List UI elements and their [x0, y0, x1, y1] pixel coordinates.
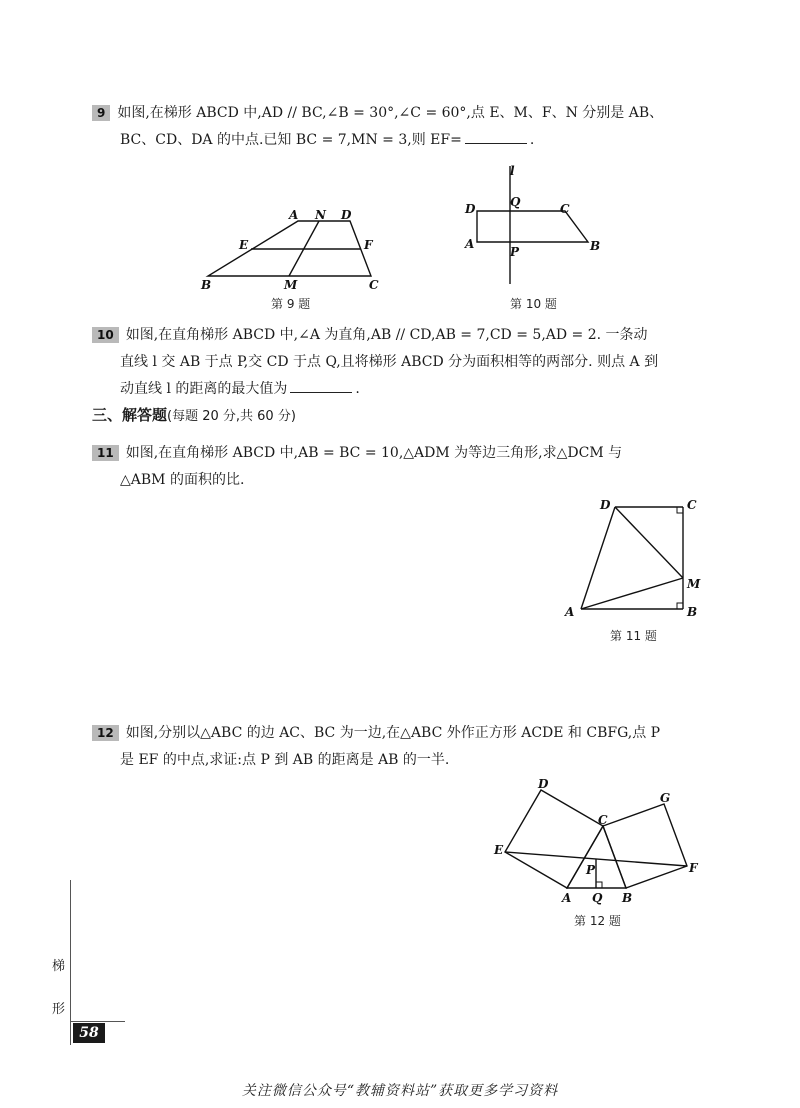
figure-11-diagram — [560, 495, 710, 625]
answer-blank[interactable] — [465, 129, 527, 144]
label-a: A — [562, 891, 572, 905]
figure-9-caption: 第 9 题 — [271, 297, 311, 311]
label-d: D — [538, 777, 549, 791]
question-11-line2 — [92, 467, 722, 494]
label-a: A — [565, 605, 575, 619]
question-11 — [92, 440, 722, 494]
question-text: 如图,在直角梯形 ABCD 中,AB = BC = 10,△ADM 为等边三角形,求△DCM 与 — [125, 445, 623, 461]
figure-12-diagram — [490, 777, 710, 910]
label-q: Q — [510, 195, 521, 209]
label-a: A — [289, 208, 299, 222]
label-d: D — [341, 208, 352, 222]
figure-10-caption: 第 10 题 — [510, 297, 557, 311]
label-m: M — [284, 278, 298, 292]
question-number-badge: 10 — [92, 327, 119, 343]
right-angle-mark-c — [677, 507, 683, 513]
page-number: 58 — [73, 1023, 105, 1043]
label-l: l — [510, 164, 515, 178]
label-b: B — [201, 278, 212, 292]
question-text: △ABM 的面积的比. — [120, 472, 245, 488]
section-heading — [92, 404, 296, 425]
label-b: B — [687, 605, 698, 619]
label-c: C — [598, 813, 608, 827]
label-c: C — [369, 278, 379, 292]
question-number-badge: 9 — [92, 105, 110, 121]
label-q: Q — [592, 891, 603, 905]
question-11-line1 — [92, 440, 722, 467]
label-p: P — [586, 863, 596, 877]
question-text: 直线 l 交 AB 于点 P,交 CD 于点 Q,且将梯形 ABCD 分为面积相等的两部分. 则点 A 到 — [120, 354, 659, 370]
question-text: 是 EF 的中点,求证:点 P 到 AB 的距离是 AB 的一半. — [120, 752, 450, 768]
question-text: . — [355, 381, 360, 397]
question-10-line1 — [92, 322, 722, 349]
label-m: M — [687, 577, 701, 591]
label-c: C — [560, 202, 570, 216]
question-text: BC、CD、DA 的中点.已知 BC = 7,MN = 3,则 EF= — [120, 132, 462, 148]
label-f: F — [689, 861, 698, 875]
question-text: 如图,分别以△ABC 的边 AC、BC 为一边,在△ABC 外作正方形 ACDE 和 CBFG,点 P — [125, 725, 661, 741]
segment-dm — [615, 507, 683, 578]
question-9-line2 — [92, 127, 722, 154]
square-cbfg — [603, 804, 687, 888]
question-9-line1 — [92, 100, 722, 127]
question-12 — [92, 720, 722, 774]
section-note: (每题 20 分,共 60 分) — [167, 409, 296, 424]
margin-line-horizontal — [70, 1021, 125, 1022]
right-angle-mark-b — [677, 603, 683, 609]
label-a: A — [465, 237, 475, 251]
label-d: D — [465, 202, 476, 216]
section-title: 三、解答题 — [92, 406, 168, 424]
chapter-char-2: 形 — [52, 1002, 66, 1017]
figure-9-diagram — [195, 205, 395, 295]
label-p: P — [510, 245, 520, 259]
label-b: B — [622, 891, 633, 905]
figure-10-diagram — [460, 160, 610, 290]
label-b: B — [590, 239, 601, 253]
label-c: C — [687, 498, 697, 512]
question-text: . — [529, 132, 535, 148]
question-12-line1 — [92, 720, 722, 747]
question-text: 动直线 l 的距离的最大值为 — [120, 381, 288, 397]
label-e: E — [239, 238, 249, 252]
side-ad — [581, 507, 615, 609]
label-f: F — [364, 238, 373, 252]
question-10 — [92, 322, 722, 403]
footer-note: 关注微信公众号“教辅资料站”获取更多学习资料 — [241, 1083, 559, 1099]
question-12-line2 — [92, 747, 722, 774]
question-10-line3 — [92, 376, 722, 403]
label-n: N — [315, 208, 326, 222]
question-10-line2 — [92, 349, 722, 376]
figure-11-caption: 第 11 题 — [610, 629, 657, 643]
question-text: 如图,在直角梯形 ABCD 中,∠A 为直角,AB // CD,AB = 7,CD = 5,AD = 2. 一条动 — [125, 327, 648, 343]
question-number-badge: 11 — [92, 445, 119, 461]
question-text: 如图,在梯形 ABCD 中,AD // BC,∠B = 30°,∠C = 60°,点 E、M、F、N 分别是 AB、 — [117, 105, 664, 121]
label-e: E — [494, 843, 504, 857]
right-angle-mark-q — [596, 882, 602, 888]
segment-am — [581, 578, 683, 609]
question-number-badge: 12 — [92, 725, 119, 741]
answer-blank[interactable] — [290, 378, 352, 393]
figure-12-caption: 第 12 题 — [574, 914, 621, 928]
question-9 — [92, 100, 722, 154]
label-d: D — [600, 498, 611, 512]
chapter-char-1: 梯 — [52, 959, 66, 974]
trapezoid-abcd — [477, 211, 588, 242]
label-g: G — [660, 791, 671, 805]
